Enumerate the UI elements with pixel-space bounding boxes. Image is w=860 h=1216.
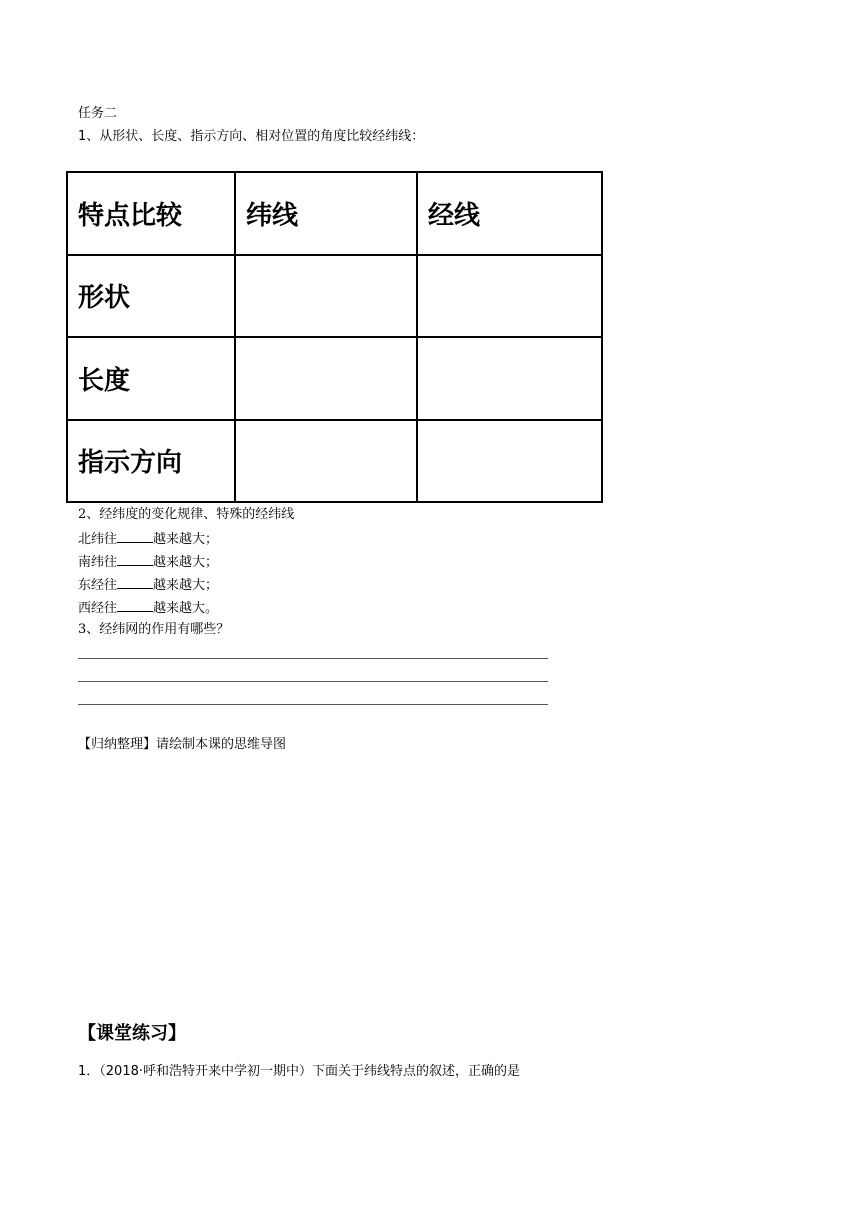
fill-suffix: 越来越大；: [153, 555, 219, 570]
fill-line: [78, 576, 218, 594]
row-label: 长度: [67, 337, 235, 420]
practice-question-1: 1．（2018·呼和浩特开来中学初一期中）下面关于纬线特点的叙述，正确的是: [78, 1064, 520, 1079]
header-cell: 纬线: [235, 172, 417, 255]
fill-suffix: 越来越大。: [153, 601, 219, 616]
question-3: 3、经纬网的作用有哪些？: [78, 622, 230, 637]
answer-cell[interactable]: [417, 337, 602, 420]
answer-cell[interactable]: [417, 420, 602, 503]
table-row: [67, 420, 602, 503]
row-label: 指示方向: [67, 420, 235, 503]
question-1: 1、从形状、长度、指示方向、相对位置的角度比较经纬线：: [78, 129, 425, 144]
fill-blank[interactable]: [117, 530, 153, 543]
answer-cell[interactable]: [417, 255, 602, 338]
fill-blank[interactable]: [117, 576, 153, 589]
fill-line: [78, 553, 218, 571]
table-row: [67, 255, 602, 338]
fill-prefix: 东经往: [78, 578, 118, 593]
answer-line[interactable]: [78, 704, 548, 705]
fill-blank[interactable]: [117, 553, 153, 566]
fill-prefix: 西经往: [78, 601, 118, 616]
answer-cell[interactable]: [235, 420, 417, 503]
fill-blank[interactable]: [117, 599, 153, 612]
table-header-row: [67, 172, 602, 255]
fill-suffix: 越来越大；: [153, 532, 219, 547]
practice-heading: 【课堂练习】: [78, 1023, 186, 1044]
question-2: 2、经纬度的变化规律、特殊的经纬线: [78, 507, 295, 522]
header-cell: 经线: [417, 172, 602, 255]
fill-line: [78, 530, 218, 548]
comparison-table: [66, 171, 603, 503]
answer-cell[interactable]: [235, 337, 417, 420]
fill-line: [78, 599, 218, 617]
summary-prompt: 【归纳整理】请绘制本课的思维导图: [78, 737, 287, 752]
fill-suffix: 越来越大；: [153, 578, 219, 593]
task2-title: 任务二: [78, 106, 118, 121]
answer-line[interactable]: [78, 658, 548, 659]
header-cell: 特点比较: [67, 172, 235, 255]
fill-prefix: 南纬往: [78, 555, 118, 570]
row-label: 形状: [67, 255, 235, 338]
answer-cell[interactable]: [235, 255, 417, 338]
fill-prefix: 北纬往: [78, 532, 118, 547]
table-row: [67, 337, 602, 420]
answer-line[interactable]: [78, 681, 548, 682]
